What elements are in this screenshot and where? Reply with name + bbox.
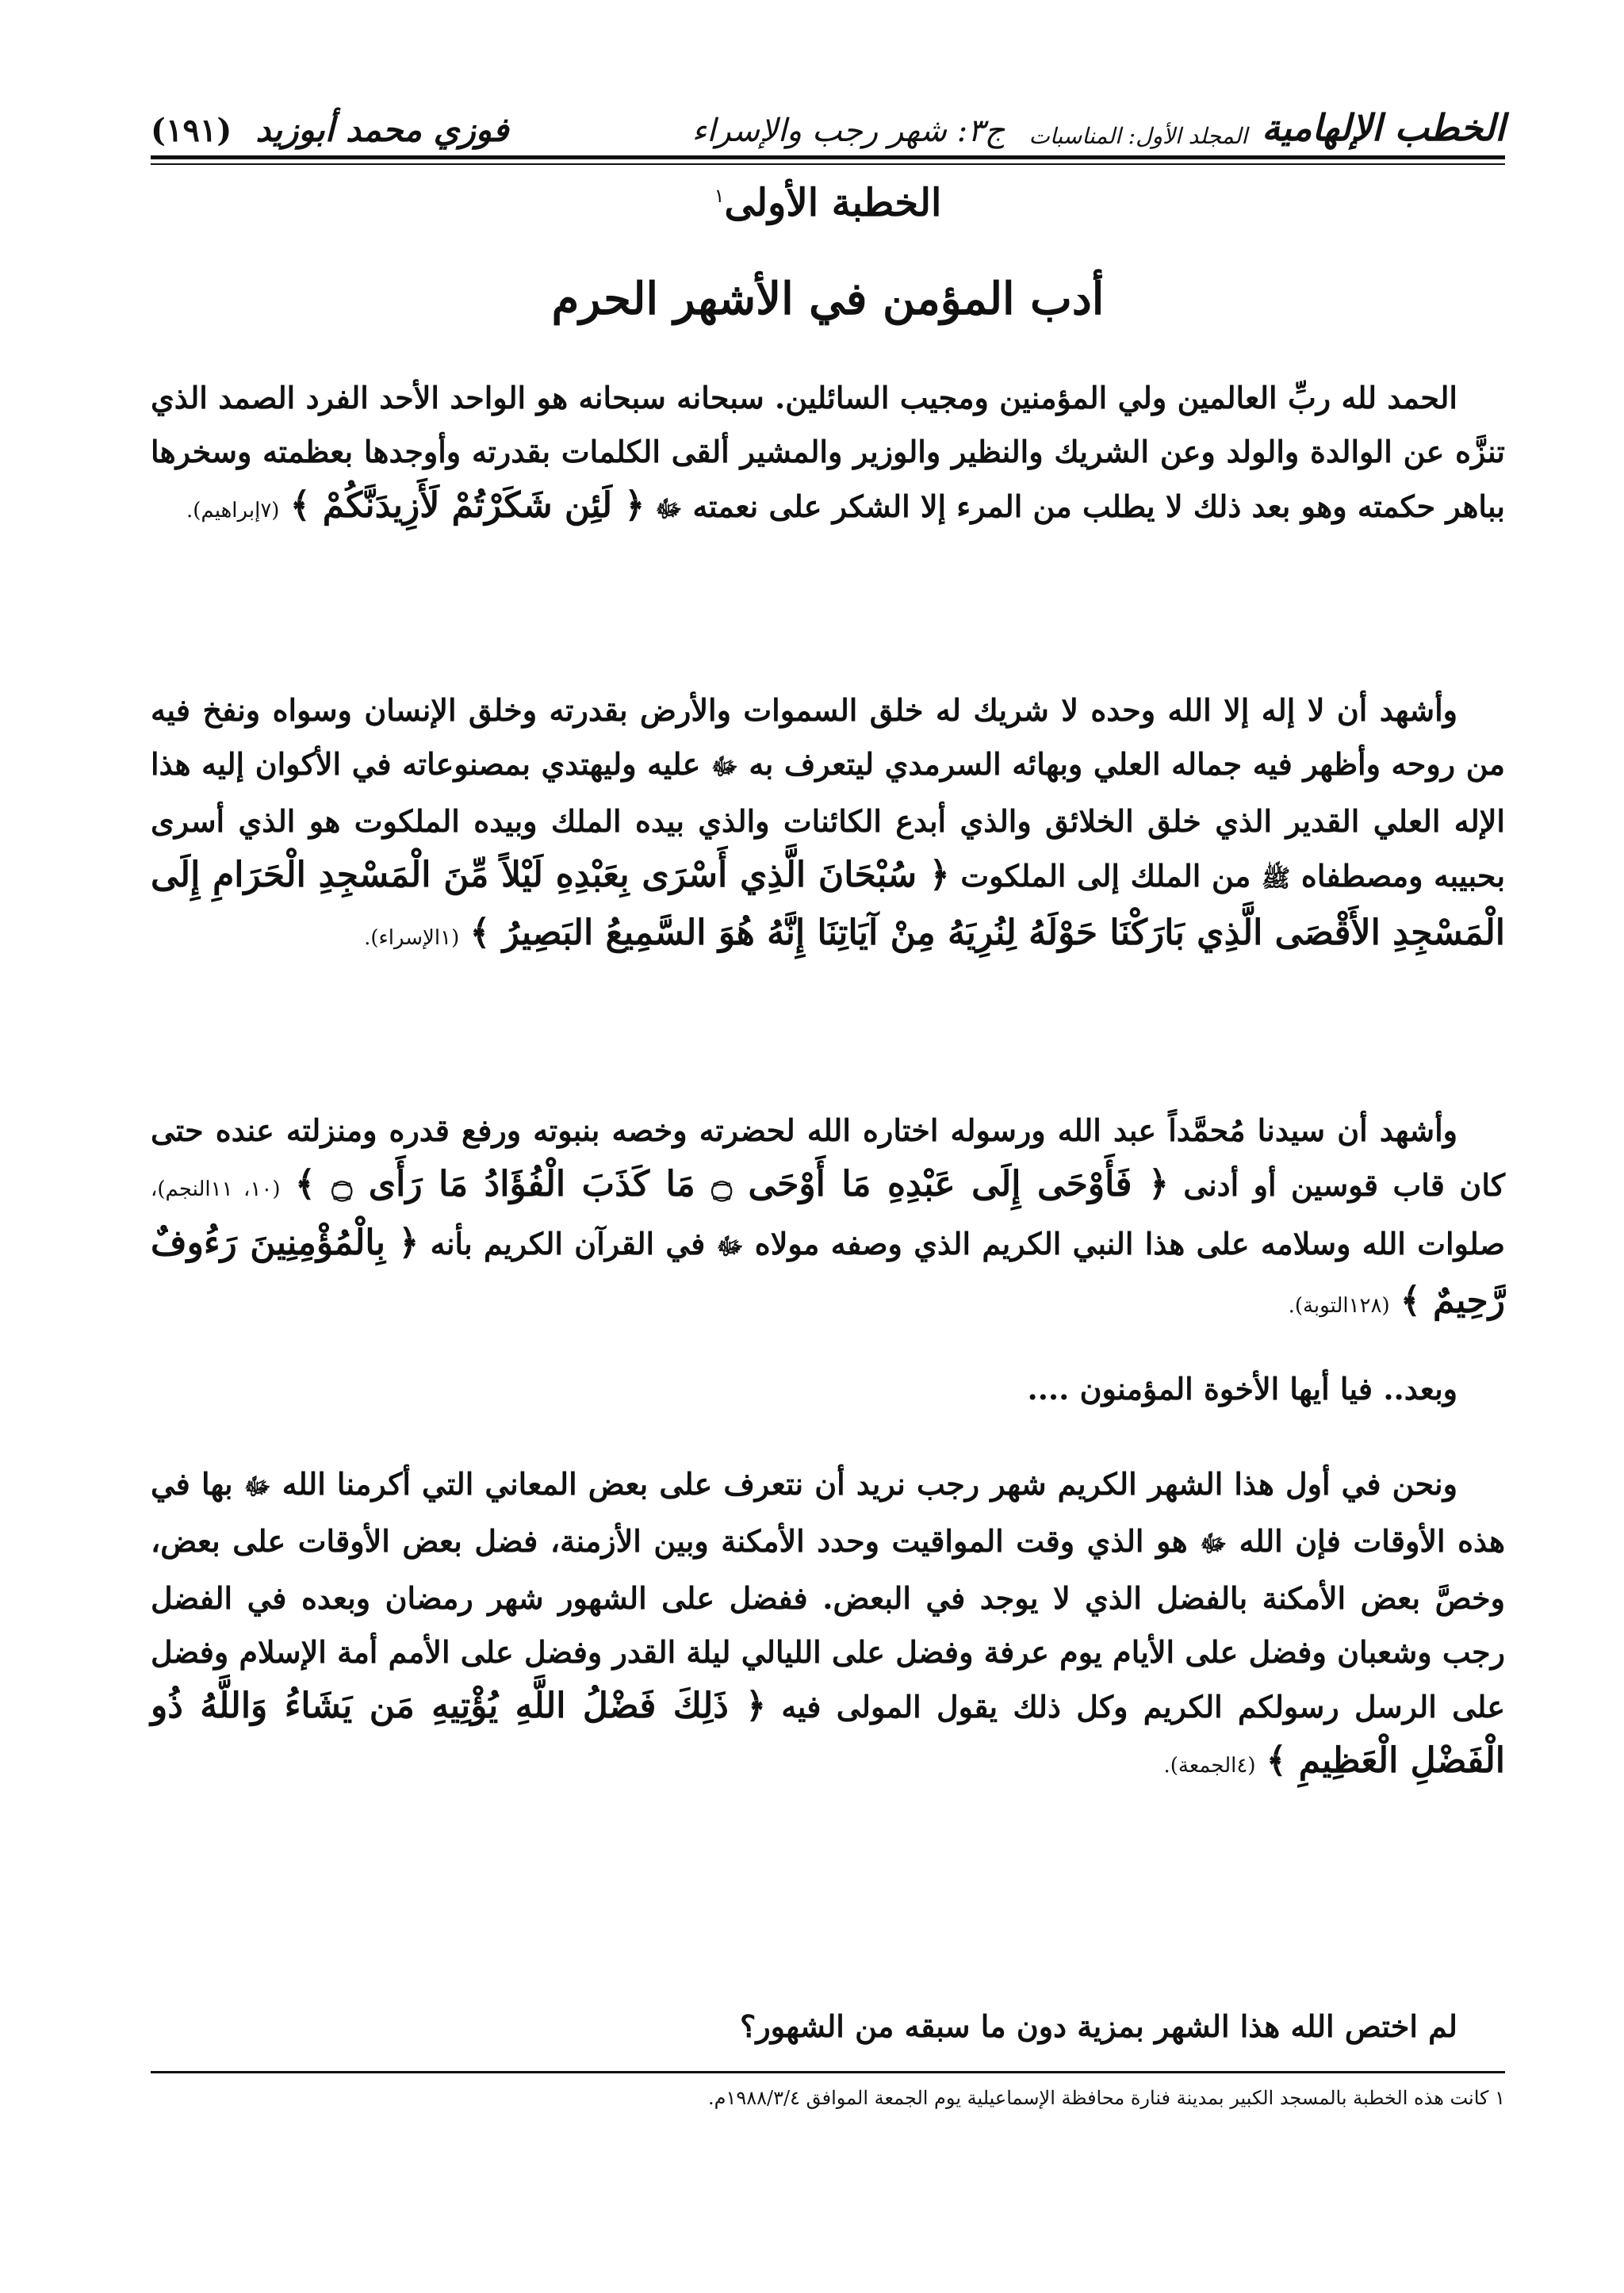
quran-verse: ﴿ ذَلِكَ فَضْلُ اللَّهِ يُؤْتِيهِ مَن يَشَاءُ وَاللَّهُ ذُو الْفَضْلِ الْعَظِيمِ ﴾ xyxy=(151,1686,1505,1781)
paragraph-1 xyxy=(151,371,1505,538)
question-text: لم اختص الله هذا الشهر بمزية دون ما سبقه من الشهور؟ xyxy=(740,2008,1457,2044)
paragraph-3-text-b: صلوات الله وسلامه على هذا النبي الكريم الذي وصفه مولاه xyxy=(754,1226,1505,1261)
paragraph-2-text-a: وأشهد أن لا إله إلا الله وحده لا شريك له خلق السموات والأرض بقدرته وخلق الإنسان وسواه ونفخ فيه من روحه وأظهر فيه جماله العلي وبهائه السرمدي ليتعرف به xyxy=(151,692,1505,782)
paragraph-5-text-c: هو الذي وقت المواقيت وحدد الأمكنة وبين الأزمنة، فضل بعض الأوقات على بعض، وخصَّ بعض الأمكنة بالفضل الذي لا يوجد في البعض. ففضل على الشهور شهر رمضان وبعده في الفضل رجب وشعبان وفضل على الأيام يوم عرفة وفضل على الليالي ليلة القدر وفضل على الأمم أمة الإسلام وفضل على الرسل رسولكم الكريم وكل ذلك يقول المولى فيه xyxy=(151,1523,1505,1725)
quran-verse: ﴿ لَئِن شَكَرْتُمْ لَأَزِيدَنَّكُمْ ﴾ xyxy=(289,485,645,526)
sermon-title-text: الخطبة الأولى xyxy=(724,181,942,225)
author-name: فوزي محمد أبوزيد xyxy=(255,110,509,149)
honorific: ﷻ xyxy=(710,753,738,781)
verse-reference: (٤الجمعة). xyxy=(1163,1754,1256,1778)
quran-verse: ﴿ سُبْحَانَ الَّذِي أَسْرَى بِعَبْدِهِ لَيْلاً مِّنَ الْمَسْجِدِ الْحَرَامِ إِلَى الْمَسْجِدِ الأَقْصَى الَّذِي بَارَكْنَا حَوْلَهُ لِنُرِيَهُ مِنْ آيَاتِنَا إِنَّهُ هُوَ السَّمِيعُ البَصِيرُ ﴾ xyxy=(151,855,1505,953)
header-right-group xyxy=(691,106,1505,149)
header-rule-thin xyxy=(151,163,1505,165)
paragraph-2 xyxy=(151,683,1505,965)
footnote-number: ١ xyxy=(1495,2087,1505,2109)
honorific: ﷻ xyxy=(716,1233,744,1261)
paragraph-3-text-a: وأشهد أن سيدنا مُحمَّداً عبد الله ورسوله اختاره الله لحضرته وخصه بنبوته ورفع قدره ومنزلته عنده حتى كان قاب قوسين أو أدنى xyxy=(151,1112,1506,1203)
footnote xyxy=(151,2082,1505,2114)
question-line xyxy=(151,2000,1505,2054)
topic-title: أدب المؤمن في الأشهر الحرم xyxy=(551,273,1105,325)
paragraph-4-text: وبعد.. فيا أيها الأخوة المؤمنون .... xyxy=(1027,1371,1457,1407)
paragraph-4 xyxy=(151,1362,1505,1416)
paragraph-2-text-b: عليه وليهتدي بمصنوعاته في الأكوان إليه هذا الإله العلي القدير الذي خلق الخلائق والذي أبدع الكائنات والذي بيده الملك وبيده الملكوت هو الذي أسرى بحبيبه ومصطفاه xyxy=(151,746,1506,894)
sermon-title xyxy=(151,181,1505,225)
footnote-mark: ١ xyxy=(714,185,725,207)
paragraph-1-text: الحمد لله ربِّ العالمين ولي المؤمنين ومجيب السائلين. سبحانه سبحانه هو الواحد الأحد الفرد الصمد الذي تنزَّه عن الوالدة والولد وعن الشريك والنظير والوزير والمشير ألقى الكلمات بقدرته وأوجدها بعظمته وسخرها بباهر حكمته وهو بعد ذلك لا يطلب من المرء إلا الشكر على نعمته xyxy=(151,380,1505,524)
verse-reference: (٧إبراهيم). xyxy=(186,499,280,523)
honorific: ﷻ xyxy=(1200,1530,1228,1558)
paragraph-5-text-b: بها في هذه الأوقات فإن الله xyxy=(151,1466,1505,1559)
paragraph-5-text-a: ونحن في أول هذا الشهر الكريم شهر رجب نريد أن نتعرف على بعض المعاني التي أكرمنا الله xyxy=(282,1466,1457,1502)
paragraph-3-text-c: في القرآن الكريم بأنه xyxy=(430,1226,706,1261)
footnote-rule xyxy=(151,2071,1505,2073)
quran-verse: ﴿ فَأَوْحَى إِلَى عَبْدِهِ مَا أَوْحَى ۝ مَا كَذَبَ الْفُؤَادُ مَا رَأَى ۝ ﴾ xyxy=(295,1164,1169,1204)
chapter-label: ج٣: شهر رجب والإسراء xyxy=(691,113,1005,149)
paragraph-2-text-c: من الملك إلى الملكوت xyxy=(960,858,1251,894)
volume-label: المجلد الأول: المناسبات xyxy=(1028,123,1248,149)
verse-reference: (١٠، ١١النجم)، xyxy=(151,1177,281,1201)
quran-verse: ﴿ بِالْمُؤْمِنِينَ رَءُوفٌ رَّحِيمٌ ﴾ xyxy=(151,1223,1505,1321)
paragraph-5 xyxy=(151,1457,1505,1793)
header-left-group xyxy=(151,110,509,149)
honorific: ﷺ xyxy=(1261,865,1291,893)
footnote-text: كانت هذه الخطبة بالمسجد الكبير بمدينة فنارة محافظة الإسماعيلية يوم الجمعة الموافق ١٩٨٨/٣/٤م. xyxy=(707,2087,1489,2109)
verse-reference: (١٢٨التوبة). xyxy=(1288,1294,1390,1318)
page-number: (١٩١) xyxy=(151,112,232,149)
honorific: ﷻ xyxy=(655,496,683,523)
running-header xyxy=(151,86,1505,149)
verse-reference: (١الإسراء). xyxy=(364,926,460,950)
paragraph-3 xyxy=(151,1104,1505,1333)
header-rule xyxy=(151,155,1505,159)
book-title: الخطب الإلهامية xyxy=(1262,106,1505,149)
honorific: ﷻ xyxy=(243,1473,271,1501)
